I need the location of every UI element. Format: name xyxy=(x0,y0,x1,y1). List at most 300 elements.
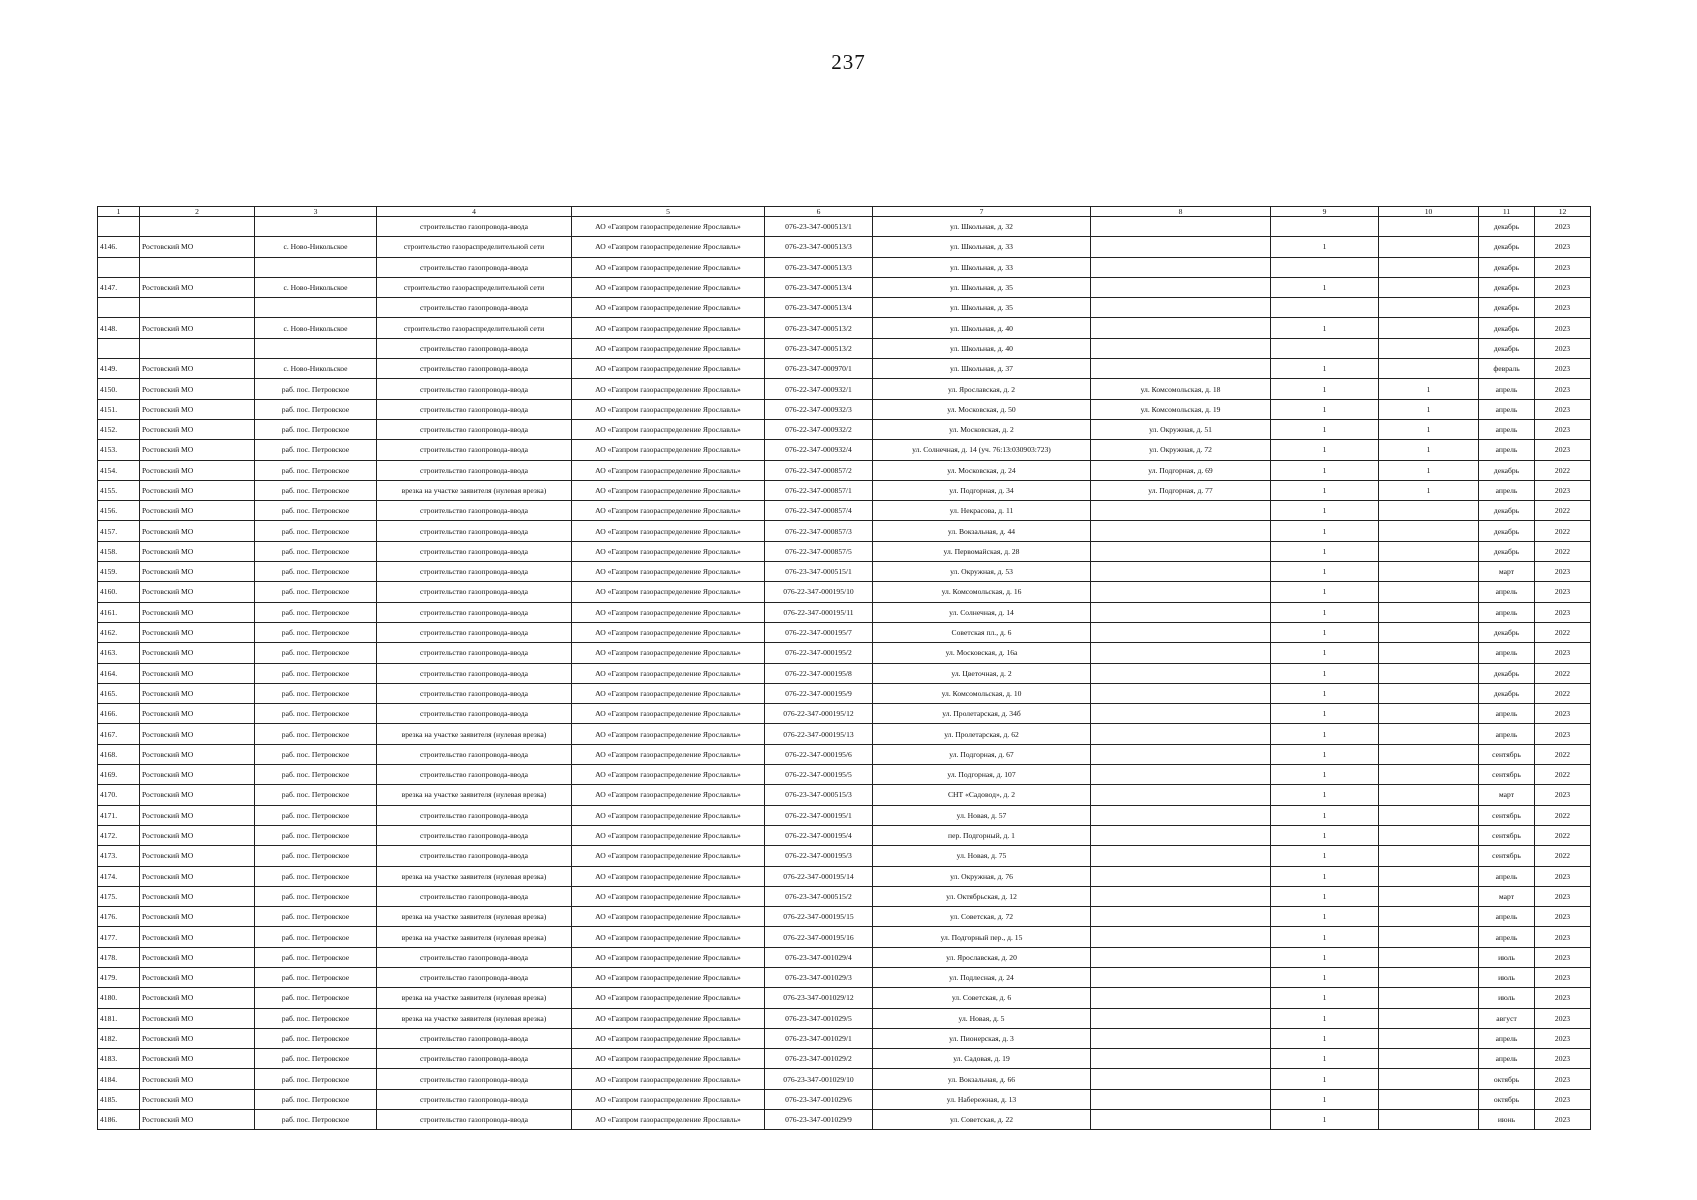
row-number-cell: 4186. xyxy=(98,1110,140,1130)
organization-cell: АО «Газпром газораспределение Ярославль» xyxy=(572,257,765,277)
contract-number-cell: 076-22-347-000195/14 xyxy=(765,866,873,886)
table-row xyxy=(98,683,1591,703)
row-number-cell: 4146. xyxy=(98,237,140,257)
month-cell: апрель xyxy=(1479,1028,1535,1048)
month-cell: сентябрь xyxy=(1479,846,1535,866)
count-9-cell: 1 xyxy=(1271,582,1379,602)
month-cell: декабрь xyxy=(1479,541,1535,561)
month-cell: апрель xyxy=(1479,866,1535,886)
year-cell: 2023 xyxy=(1535,298,1591,318)
municipality-cell xyxy=(140,217,255,237)
address-cell: ул. Ярославская, д. 20 xyxy=(873,947,1091,967)
address-cell: ул. Школьная, д. 37 xyxy=(873,359,1091,379)
year-cell: 2023 xyxy=(1535,562,1591,582)
work-type-cell: строительство газопровода-ввода xyxy=(377,338,572,358)
row-number-cell: 4156. xyxy=(98,501,140,521)
year-cell: 2023 xyxy=(1535,338,1591,358)
count-9-cell: 1 xyxy=(1271,399,1379,419)
month-cell: июль xyxy=(1479,947,1535,967)
count-10-cell xyxy=(1379,1110,1479,1130)
settlement-cell: раб. пос. Петровское xyxy=(255,1008,377,1028)
contract-number-cell: 076-22-347-000857/5 xyxy=(765,541,873,561)
row-number-cell: 4171. xyxy=(98,805,140,825)
address-additional-cell xyxy=(1091,359,1271,379)
row-number-cell: 4169. xyxy=(98,765,140,785)
column-number-row xyxy=(98,207,1591,217)
address-cell: ул. Вокзальная, д. 66 xyxy=(873,1069,1091,1089)
contract-number-cell: 076-22-347-000195/13 xyxy=(765,724,873,744)
address-additional-cell xyxy=(1091,541,1271,561)
organization-cell: АО «Газпром газораспределение Ярославль» xyxy=(572,582,765,602)
address-cell: ул. Школьная, д. 35 xyxy=(873,298,1091,318)
settlement-cell: раб. пос. Петровское xyxy=(255,1049,377,1069)
table-row xyxy=(98,643,1591,663)
year-cell: 2023 xyxy=(1535,217,1591,237)
address-cell: ул. Подлесная, д. 24 xyxy=(873,967,1091,987)
year-cell: 2023 xyxy=(1535,988,1591,1008)
row-number-cell: 4160. xyxy=(98,582,140,602)
count-9-cell: 1 xyxy=(1271,318,1379,338)
year-cell: 2023 xyxy=(1535,886,1591,906)
page-number: 237 xyxy=(831,50,866,74)
work-type-cell: строительство газораспределительной сети xyxy=(377,237,572,257)
work-type-cell: строительство газопровода-ввода xyxy=(377,744,572,764)
address-cell: ул. Окружная, д. 53 xyxy=(873,562,1091,582)
settlement-cell: раб. пос. Петровское xyxy=(255,683,377,703)
municipality-cell: Ростовский МО xyxy=(140,643,255,663)
settlement-cell: раб. пос. Петровское xyxy=(255,825,377,845)
year-cell: 2023 xyxy=(1535,318,1591,338)
contract-number-cell: 076-22-347-000857/3 xyxy=(765,521,873,541)
contract-number-cell: 076-22-347-000195/7 xyxy=(765,622,873,642)
contract-number-cell: 076-22-347-000932/1 xyxy=(765,379,873,399)
count-9-cell: 1 xyxy=(1271,704,1379,724)
count-9-cell: 1 xyxy=(1271,683,1379,703)
contract-number-cell: 076-23-347-001029/3 xyxy=(765,967,873,987)
address-additional-cell: ул. Окружная, д. 51 xyxy=(1091,419,1271,439)
municipality-cell: Ростовский МО xyxy=(140,846,255,866)
address-additional-cell xyxy=(1091,744,1271,764)
work-type-cell: врезка на участке заявителя (нулевая врезка) xyxy=(377,866,572,886)
address-additional-cell xyxy=(1091,1089,1271,1109)
row-number-cell: 4161. xyxy=(98,602,140,622)
contract-number-cell: 076-22-347-000195/9 xyxy=(765,683,873,703)
count-9-cell: 1 xyxy=(1271,541,1379,561)
work-type-cell: строительство газопровода-ввода xyxy=(377,765,572,785)
address-cell: ул. Комсомольская, д. 10 xyxy=(873,683,1091,703)
municipality-cell: Ростовский МО xyxy=(140,582,255,602)
month-cell: апрель xyxy=(1479,379,1535,399)
municipality-cell xyxy=(140,257,255,277)
municipality-cell: Ростовский МО xyxy=(140,277,255,297)
table-row xyxy=(98,440,1591,460)
contract-number-cell: 076-22-347-000195/16 xyxy=(765,927,873,947)
municipality-cell: Ростовский МО xyxy=(140,480,255,500)
count-10-cell xyxy=(1379,237,1479,257)
month-cell: декабрь xyxy=(1479,683,1535,703)
count-9-cell: 1 xyxy=(1271,562,1379,582)
row-number-cell xyxy=(98,338,140,358)
year-cell: 2022 xyxy=(1535,460,1591,480)
work-type-cell: строительство газопровода-ввода xyxy=(377,1069,572,1089)
municipality-cell: Ростовский МО xyxy=(140,683,255,703)
column-number-cell: 11 xyxy=(1479,207,1535,217)
municipality-cell: Ростовский МО xyxy=(140,1089,255,1109)
organization-cell: АО «Газпром газораспределение Ярославль» xyxy=(572,825,765,845)
table-row xyxy=(98,602,1591,622)
work-type-cell: строительство газопровода-ввода xyxy=(377,562,572,582)
month-cell: октябрь xyxy=(1479,1089,1535,1109)
contract-number-cell: 076-23-347-001029/4 xyxy=(765,947,873,967)
row-number-cell: 4178. xyxy=(98,947,140,967)
address-cell: СНТ «Садовод», д. 2 xyxy=(873,785,1091,805)
month-cell: апрель xyxy=(1479,704,1535,724)
count-9-cell: 1 xyxy=(1271,237,1379,257)
table-row xyxy=(98,257,1591,277)
year-cell: 2023 xyxy=(1535,1089,1591,1109)
work-type-cell: врезка на участке заявителя (нулевая врезка) xyxy=(377,785,572,805)
count-10-cell xyxy=(1379,805,1479,825)
organization-cell: АО «Газпром газораспределение Ярославль» xyxy=(572,277,765,297)
settlement-cell: раб. пос. Петровское xyxy=(255,947,377,967)
count-10-cell xyxy=(1379,846,1479,866)
count-9-cell: 1 xyxy=(1271,967,1379,987)
contract-number-cell: 076-23-347-001029/9 xyxy=(765,1110,873,1130)
organization-cell: АО «Газпром газораспределение Ярославль» xyxy=(572,805,765,825)
month-cell: декабрь xyxy=(1479,622,1535,642)
address-additional-cell xyxy=(1091,765,1271,785)
row-number-cell: 4153. xyxy=(98,440,140,460)
work-type-cell: строительство газопровода-ввода xyxy=(377,805,572,825)
month-cell: апрель xyxy=(1479,643,1535,663)
row-number-cell: 4177. xyxy=(98,927,140,947)
count-10-cell xyxy=(1379,521,1479,541)
count-9-cell: 1 xyxy=(1271,277,1379,297)
address-cell: ул. Окружная, д. 76 xyxy=(873,866,1091,886)
address-cell: ул. Новая, д. 5 xyxy=(873,1008,1091,1028)
settlement-cell: раб. пос. Петровское xyxy=(255,765,377,785)
table-row xyxy=(98,399,1591,419)
settlement-cell: раб. пос. Петровское xyxy=(255,1069,377,1089)
address-additional-cell: ул. Подгорная, д. 69 xyxy=(1091,460,1271,480)
table-row xyxy=(98,724,1591,744)
address-additional-cell xyxy=(1091,582,1271,602)
organization-cell: АО «Газпром газораспределение Ярославль» xyxy=(572,1089,765,1109)
settlement-cell: раб. пос. Петровское xyxy=(255,643,377,663)
year-cell: 2022 xyxy=(1535,765,1591,785)
year-cell: 2022 xyxy=(1535,501,1591,521)
address-cell: ул. Школьная, д. 33 xyxy=(873,257,1091,277)
municipality-cell: Ростовский МО xyxy=(140,562,255,582)
year-cell: 2022 xyxy=(1535,622,1591,642)
settlement-cell: раб. пос. Петровское xyxy=(255,907,377,927)
count-9-cell: 1 xyxy=(1271,744,1379,764)
table-row xyxy=(98,338,1591,358)
count-10-cell xyxy=(1379,359,1479,379)
address-additional-cell xyxy=(1091,967,1271,987)
work-type-cell: врезка на участке заявителя (нулевая врезка) xyxy=(377,988,572,1008)
address-additional-cell xyxy=(1091,521,1271,541)
address-additional-cell xyxy=(1091,724,1271,744)
work-type-cell: строительство газопровода-ввода xyxy=(377,399,572,419)
count-9-cell: 1 xyxy=(1271,1069,1379,1089)
organization-cell: АО «Газпром газораспределение Ярославль» xyxy=(572,379,765,399)
municipality-cell: Ростовский МО xyxy=(140,663,255,683)
municipality-cell: Ростовский МО xyxy=(140,704,255,724)
year-cell: 2022 xyxy=(1535,521,1591,541)
column-number-cell: 10 xyxy=(1379,207,1479,217)
settlement-cell: с. Ново-Никольское xyxy=(255,359,377,379)
settlement-cell: раб. пос. Петровское xyxy=(255,1028,377,1048)
table-row xyxy=(98,318,1591,338)
count-10-cell xyxy=(1379,907,1479,927)
address-cell: ул. Московская, д. 16а xyxy=(873,643,1091,663)
work-type-cell: строительство газопровода-ввода xyxy=(377,704,572,724)
table-row xyxy=(98,886,1591,906)
column-number-cell: 9 xyxy=(1271,207,1379,217)
contract-number-cell: 076-22-347-000195/4 xyxy=(765,825,873,845)
count-9-cell: 1 xyxy=(1271,765,1379,785)
column-number-cell: 2 xyxy=(140,207,255,217)
table-row xyxy=(98,805,1591,825)
organization-cell: АО «Газпром газораспределение Ярославль» xyxy=(572,501,765,521)
row-number-cell: 4149. xyxy=(98,359,140,379)
address-cell: пер. Подгорный, д. 1 xyxy=(873,825,1091,845)
month-cell: сентябрь xyxy=(1479,805,1535,825)
settlement-cell: раб. пос. Петровское xyxy=(255,704,377,724)
month-cell: апрель xyxy=(1479,1049,1535,1069)
year-cell: 2023 xyxy=(1535,1028,1591,1048)
count-10-cell xyxy=(1379,744,1479,764)
count-9-cell: 1 xyxy=(1271,521,1379,541)
address-additional-cell xyxy=(1091,562,1271,582)
year-cell: 2023 xyxy=(1535,785,1591,805)
count-10-cell xyxy=(1379,927,1479,947)
month-cell: декабрь xyxy=(1479,237,1535,257)
municipality-cell: Ростовский МО xyxy=(140,724,255,744)
contract-number-cell: 076-23-347-001029/2 xyxy=(765,1049,873,1069)
table-row xyxy=(98,521,1591,541)
row-number-cell: 4162. xyxy=(98,622,140,642)
contract-number-cell: 076-23-347-000513/1 xyxy=(765,217,873,237)
organization-cell: АО «Газпром газораспределение Ярославль» xyxy=(572,318,765,338)
month-cell: декабрь xyxy=(1479,277,1535,297)
table-row xyxy=(98,622,1591,642)
municipality-cell: Ростовский МО xyxy=(140,886,255,906)
year-cell: 2023 xyxy=(1535,257,1591,277)
count-10-cell xyxy=(1379,825,1479,845)
address-cell: ул. Московская, д. 24 xyxy=(873,460,1091,480)
year-cell: 2022 xyxy=(1535,805,1591,825)
address-additional-cell xyxy=(1091,602,1271,622)
address-additional-cell xyxy=(1091,866,1271,886)
count-9-cell: 1 xyxy=(1271,460,1379,480)
count-9-cell: 1 xyxy=(1271,663,1379,683)
address-additional-cell xyxy=(1091,907,1271,927)
count-10-cell: 1 xyxy=(1379,399,1479,419)
count-9-cell: 1 xyxy=(1271,1049,1379,1069)
contract-number-cell: 076-22-347-000857/4 xyxy=(765,501,873,521)
municipality-cell: Ростовский МО xyxy=(140,622,255,642)
row-number-cell: 4152. xyxy=(98,419,140,439)
year-cell: 2023 xyxy=(1535,643,1591,663)
municipality-cell: Ростовский МО xyxy=(140,399,255,419)
row-number-cell: 4165. xyxy=(98,683,140,703)
municipality-cell: Ростовский МО xyxy=(140,460,255,480)
year-cell: 2023 xyxy=(1535,419,1591,439)
work-type-cell: строительство газопровода-ввода xyxy=(377,683,572,703)
work-type-cell: строительство газопровода-ввода xyxy=(377,501,572,521)
address-cell: ул. Набережная, д. 13 xyxy=(873,1089,1091,1109)
work-type-cell: врезка на участке заявителя (нулевая врезка) xyxy=(377,480,572,500)
count-9-cell xyxy=(1271,298,1379,318)
month-cell: апрель xyxy=(1479,724,1535,744)
count-9-cell: 1 xyxy=(1271,622,1379,642)
organization-cell: АО «Газпром газораспределение Ярославль» xyxy=(572,785,765,805)
count-9-cell: 1 xyxy=(1271,886,1379,906)
year-cell: 2023 xyxy=(1535,1008,1591,1028)
table-row xyxy=(98,1110,1591,1130)
address-cell: Советская пл., д. 6 xyxy=(873,622,1091,642)
work-type-cell: строительство газопровода-ввода xyxy=(377,886,572,906)
column-number-cell: 12 xyxy=(1535,207,1591,217)
row-number-cell: 4157. xyxy=(98,521,140,541)
municipality-cell: Ростовский МО xyxy=(140,825,255,845)
contract-number-cell: 076-23-347-001029/1 xyxy=(765,1028,873,1048)
contract-number-cell: 076-22-347-000195/3 xyxy=(765,846,873,866)
work-type-cell: строительство газопровода-ввода xyxy=(377,947,572,967)
table-row xyxy=(98,217,1591,237)
count-10-cell xyxy=(1379,602,1479,622)
municipality-cell xyxy=(140,338,255,358)
year-cell: 2023 xyxy=(1535,359,1591,379)
address-additional-cell xyxy=(1091,257,1271,277)
count-9-cell: 1 xyxy=(1271,643,1379,663)
address-cell: ул. Солнечная, д. 14 xyxy=(873,602,1091,622)
registry-table xyxy=(97,206,1591,1130)
work-type-cell: строительство газопровода-ввода xyxy=(377,825,572,845)
settlement-cell: раб. пос. Петровское xyxy=(255,582,377,602)
table-row xyxy=(98,1069,1591,1089)
work-type-cell: строительство газопровода-ввода xyxy=(377,521,572,541)
count-10-cell xyxy=(1379,217,1479,237)
month-cell: сентябрь xyxy=(1479,825,1535,845)
municipality-cell: Ростовский МО xyxy=(140,602,255,622)
month-cell: октябрь xyxy=(1479,1069,1535,1089)
municipality-cell xyxy=(140,298,255,318)
address-cell: ул. Пролетарская, д. 34б xyxy=(873,704,1091,724)
work-type-cell: строительство газораспределительной сети xyxy=(377,318,572,338)
municipality-cell: Ростовский МО xyxy=(140,1110,255,1130)
month-cell: июль xyxy=(1479,967,1535,987)
month-cell: декабрь xyxy=(1479,663,1535,683)
year-cell: 2022 xyxy=(1535,663,1591,683)
count-10-cell xyxy=(1379,338,1479,358)
organization-cell: АО «Газпром газораспределение Ярославль» xyxy=(572,217,765,237)
table-row xyxy=(98,379,1591,399)
month-cell: декабрь xyxy=(1479,298,1535,318)
contract-number-cell: 076-23-347-000513/3 xyxy=(765,237,873,257)
organization-cell: АО «Газпром газораспределение Ярославль» xyxy=(572,419,765,439)
work-type-cell: строительство газопровода-ввода xyxy=(377,643,572,663)
month-cell: декабрь xyxy=(1479,460,1535,480)
settlement-cell: раб. пос. Петровское xyxy=(255,846,377,866)
month-cell: февраль xyxy=(1479,359,1535,379)
column-number-cell: 6 xyxy=(765,207,873,217)
year-cell: 2023 xyxy=(1535,237,1591,257)
month-cell: декабрь xyxy=(1479,217,1535,237)
row-number-cell: 4147. xyxy=(98,277,140,297)
row-number-cell: 4170. xyxy=(98,785,140,805)
year-cell: 2023 xyxy=(1535,907,1591,927)
organization-cell: АО «Газпром газораспределение Ярославль» xyxy=(572,1008,765,1028)
row-number-cell xyxy=(98,217,140,237)
count-10-cell xyxy=(1379,704,1479,724)
row-number-cell: 4180. xyxy=(98,988,140,1008)
count-10-cell xyxy=(1379,663,1479,683)
organization-cell: АО «Газпром газораспределение Ярославль» xyxy=(572,541,765,561)
count-9-cell: 1 xyxy=(1271,419,1379,439)
address-cell: ул. Подгорный пер., д. 15 xyxy=(873,927,1091,947)
month-cell: апрель xyxy=(1479,399,1535,419)
table-row xyxy=(98,277,1591,297)
work-type-cell: строительство газопровода-ввода xyxy=(377,1028,572,1048)
month-cell: апрель xyxy=(1479,602,1535,622)
row-number-cell: 4151. xyxy=(98,399,140,419)
organization-cell: АО «Газпром газораспределение Ярославль» xyxy=(572,886,765,906)
organization-cell: АО «Газпром газораспределение Ярославль» xyxy=(572,643,765,663)
table-row xyxy=(98,1089,1591,1109)
address-cell: ул. Советская, д. 22 xyxy=(873,1110,1091,1130)
contract-number-cell: 076-22-347-000195/5 xyxy=(765,765,873,785)
municipality-cell: Ростовский МО xyxy=(140,744,255,764)
year-cell: 2023 xyxy=(1535,602,1591,622)
municipality-cell: Ростовский МО xyxy=(140,359,255,379)
month-cell: декабрь xyxy=(1479,257,1535,277)
organization-cell: АО «Газпром газораспределение Ярославль» xyxy=(572,1110,765,1130)
municipality-cell: Ростовский МО xyxy=(140,967,255,987)
address-cell: ул. Подгорная, д. 107 xyxy=(873,765,1091,785)
settlement-cell xyxy=(255,257,377,277)
settlement-cell xyxy=(255,217,377,237)
organization-cell: АО «Газпром газораспределение Ярославль» xyxy=(572,440,765,460)
organization-cell: АО «Газпром газораспределение Ярославль» xyxy=(572,399,765,419)
address-additional-cell xyxy=(1091,277,1271,297)
count-10-cell: 1 xyxy=(1379,460,1479,480)
table-row xyxy=(98,480,1591,500)
month-cell: декабрь xyxy=(1479,318,1535,338)
count-10-cell xyxy=(1379,643,1479,663)
count-10-cell xyxy=(1379,1028,1479,1048)
table-row xyxy=(98,846,1591,866)
address-additional-cell xyxy=(1091,785,1271,805)
contract-number-cell: 076-22-347-000195/2 xyxy=(765,643,873,663)
count-10-cell xyxy=(1379,1089,1479,1109)
month-cell: апрель xyxy=(1479,582,1535,602)
row-number-cell: 4154. xyxy=(98,460,140,480)
address-cell: ул. Школьная, д. 32 xyxy=(873,217,1091,237)
month-cell: декабрь xyxy=(1479,501,1535,521)
municipality-cell: Ростовский МО xyxy=(140,318,255,338)
count-10-cell xyxy=(1379,1008,1479,1028)
count-9-cell: 1 xyxy=(1271,1089,1379,1109)
contract-number-cell: 076-22-347-000932/2 xyxy=(765,419,873,439)
count-10-cell xyxy=(1379,257,1479,277)
month-cell: декабрь xyxy=(1479,521,1535,541)
municipality-cell: Ростовский МО xyxy=(140,927,255,947)
month-cell: апрель xyxy=(1479,440,1535,460)
table-row xyxy=(98,927,1591,947)
